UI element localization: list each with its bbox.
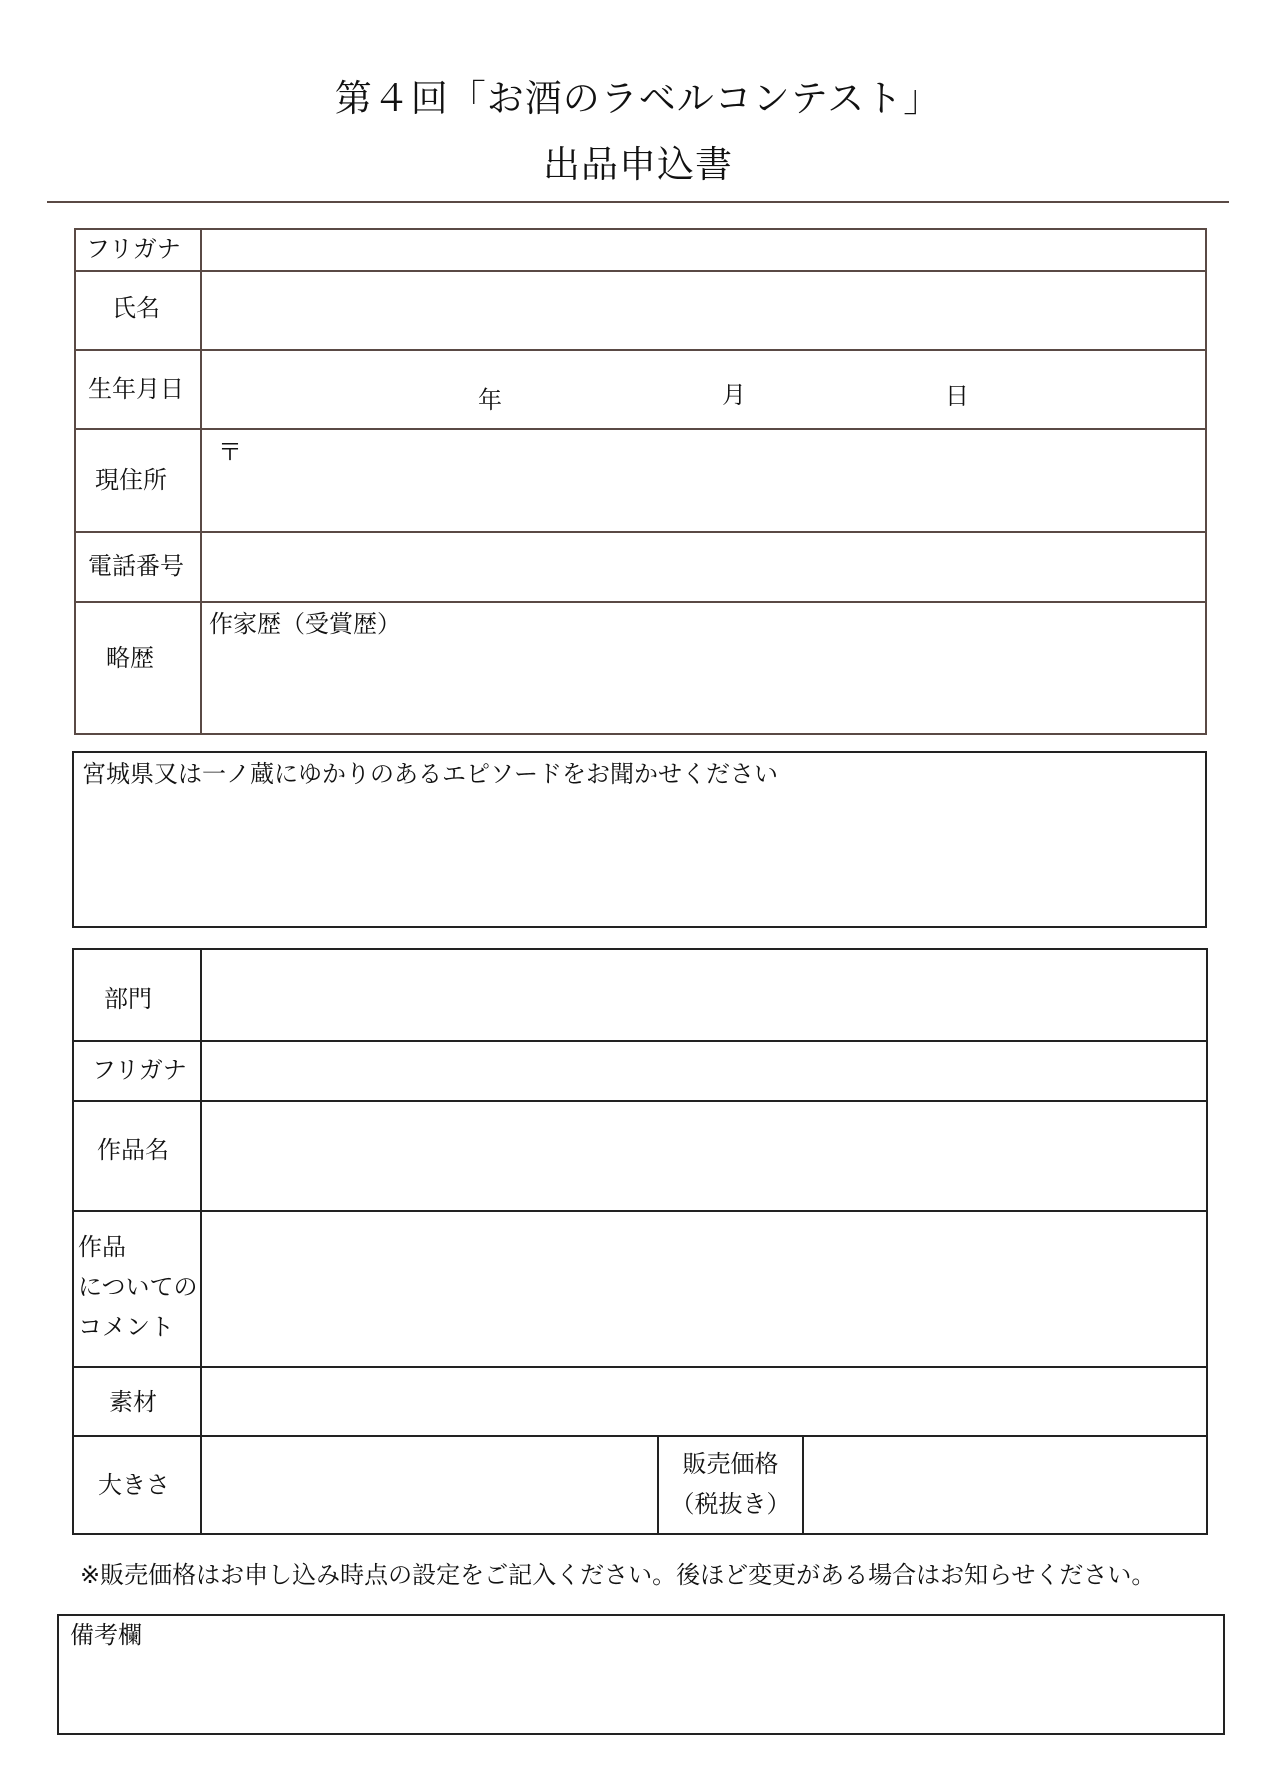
address-label: 現住所 [95,466,167,494]
comment-label [78,1227,198,1347]
postal-mark: 〒 [218,438,242,466]
birthdate-label: 生年月日 [88,375,184,403]
price-value-divider [802,1436,804,1534]
applicant-furigana-label: フリガナ [86,235,181,263]
birth-month-unit: 月 [722,381,746,409]
price-label-line1: 販売価格 [682,1450,779,1478]
phone-label: 電話番号 [88,552,184,580]
row-divider [73,1210,1207,1212]
header-divider [47,201,1229,203]
work-column-divider [200,949,202,1534]
row-divider [75,270,1206,272]
remarks-label: 備考欄 [70,1621,142,1649]
price-note: ※販売価格はお申し込み時点の設定をご記入ください。後ほど変更がある場合はお知らせください。 [80,1561,1156,1589]
form-subtitle: 出品申込書 [543,143,733,186]
row-divider [73,1366,1207,1368]
row-divider [73,1040,1207,1042]
applicant-table [74,228,1207,735]
name-label: 氏名 [112,294,160,322]
price-label [659,1444,802,1524]
career-label: 略歴 [106,644,154,672]
birth-year-unit: 年 [478,386,502,414]
episode-prompt: 宮城県又は一ノ蔵にゆかりのあるエピソードをお聞かせください [82,760,778,788]
form-title: 第４回「お酒のラベルコンテスト」 [334,77,942,120]
category-label: 部門 [104,985,152,1013]
material-label: 素材 [109,1388,157,1416]
remarks-box [57,1614,1225,1735]
career-hint: 作家歴（受賞歴） [209,610,401,638]
row-divider [75,601,1206,603]
row-divider [75,349,1206,351]
row-divider [75,428,1206,430]
comment-label-line2: についての [78,1273,198,1301]
work-table [72,948,1208,1535]
work-furigana-label: フリガナ [92,1056,187,1084]
birth-day-unit: 日 [945,382,969,410]
price-label-line2: （税抜き） [670,1490,791,1518]
row-divider [73,1100,1207,1102]
comment-label-line1: 作品 [78,1233,126,1261]
work-title-label: 作品名 [97,1136,169,1164]
row-divider [75,531,1206,533]
size-label: 大きさ [98,1471,170,1499]
applicant-column-divider [200,229,202,734]
comment-label-line3: コメント [78,1313,174,1341]
row-divider [73,1435,1207,1437]
